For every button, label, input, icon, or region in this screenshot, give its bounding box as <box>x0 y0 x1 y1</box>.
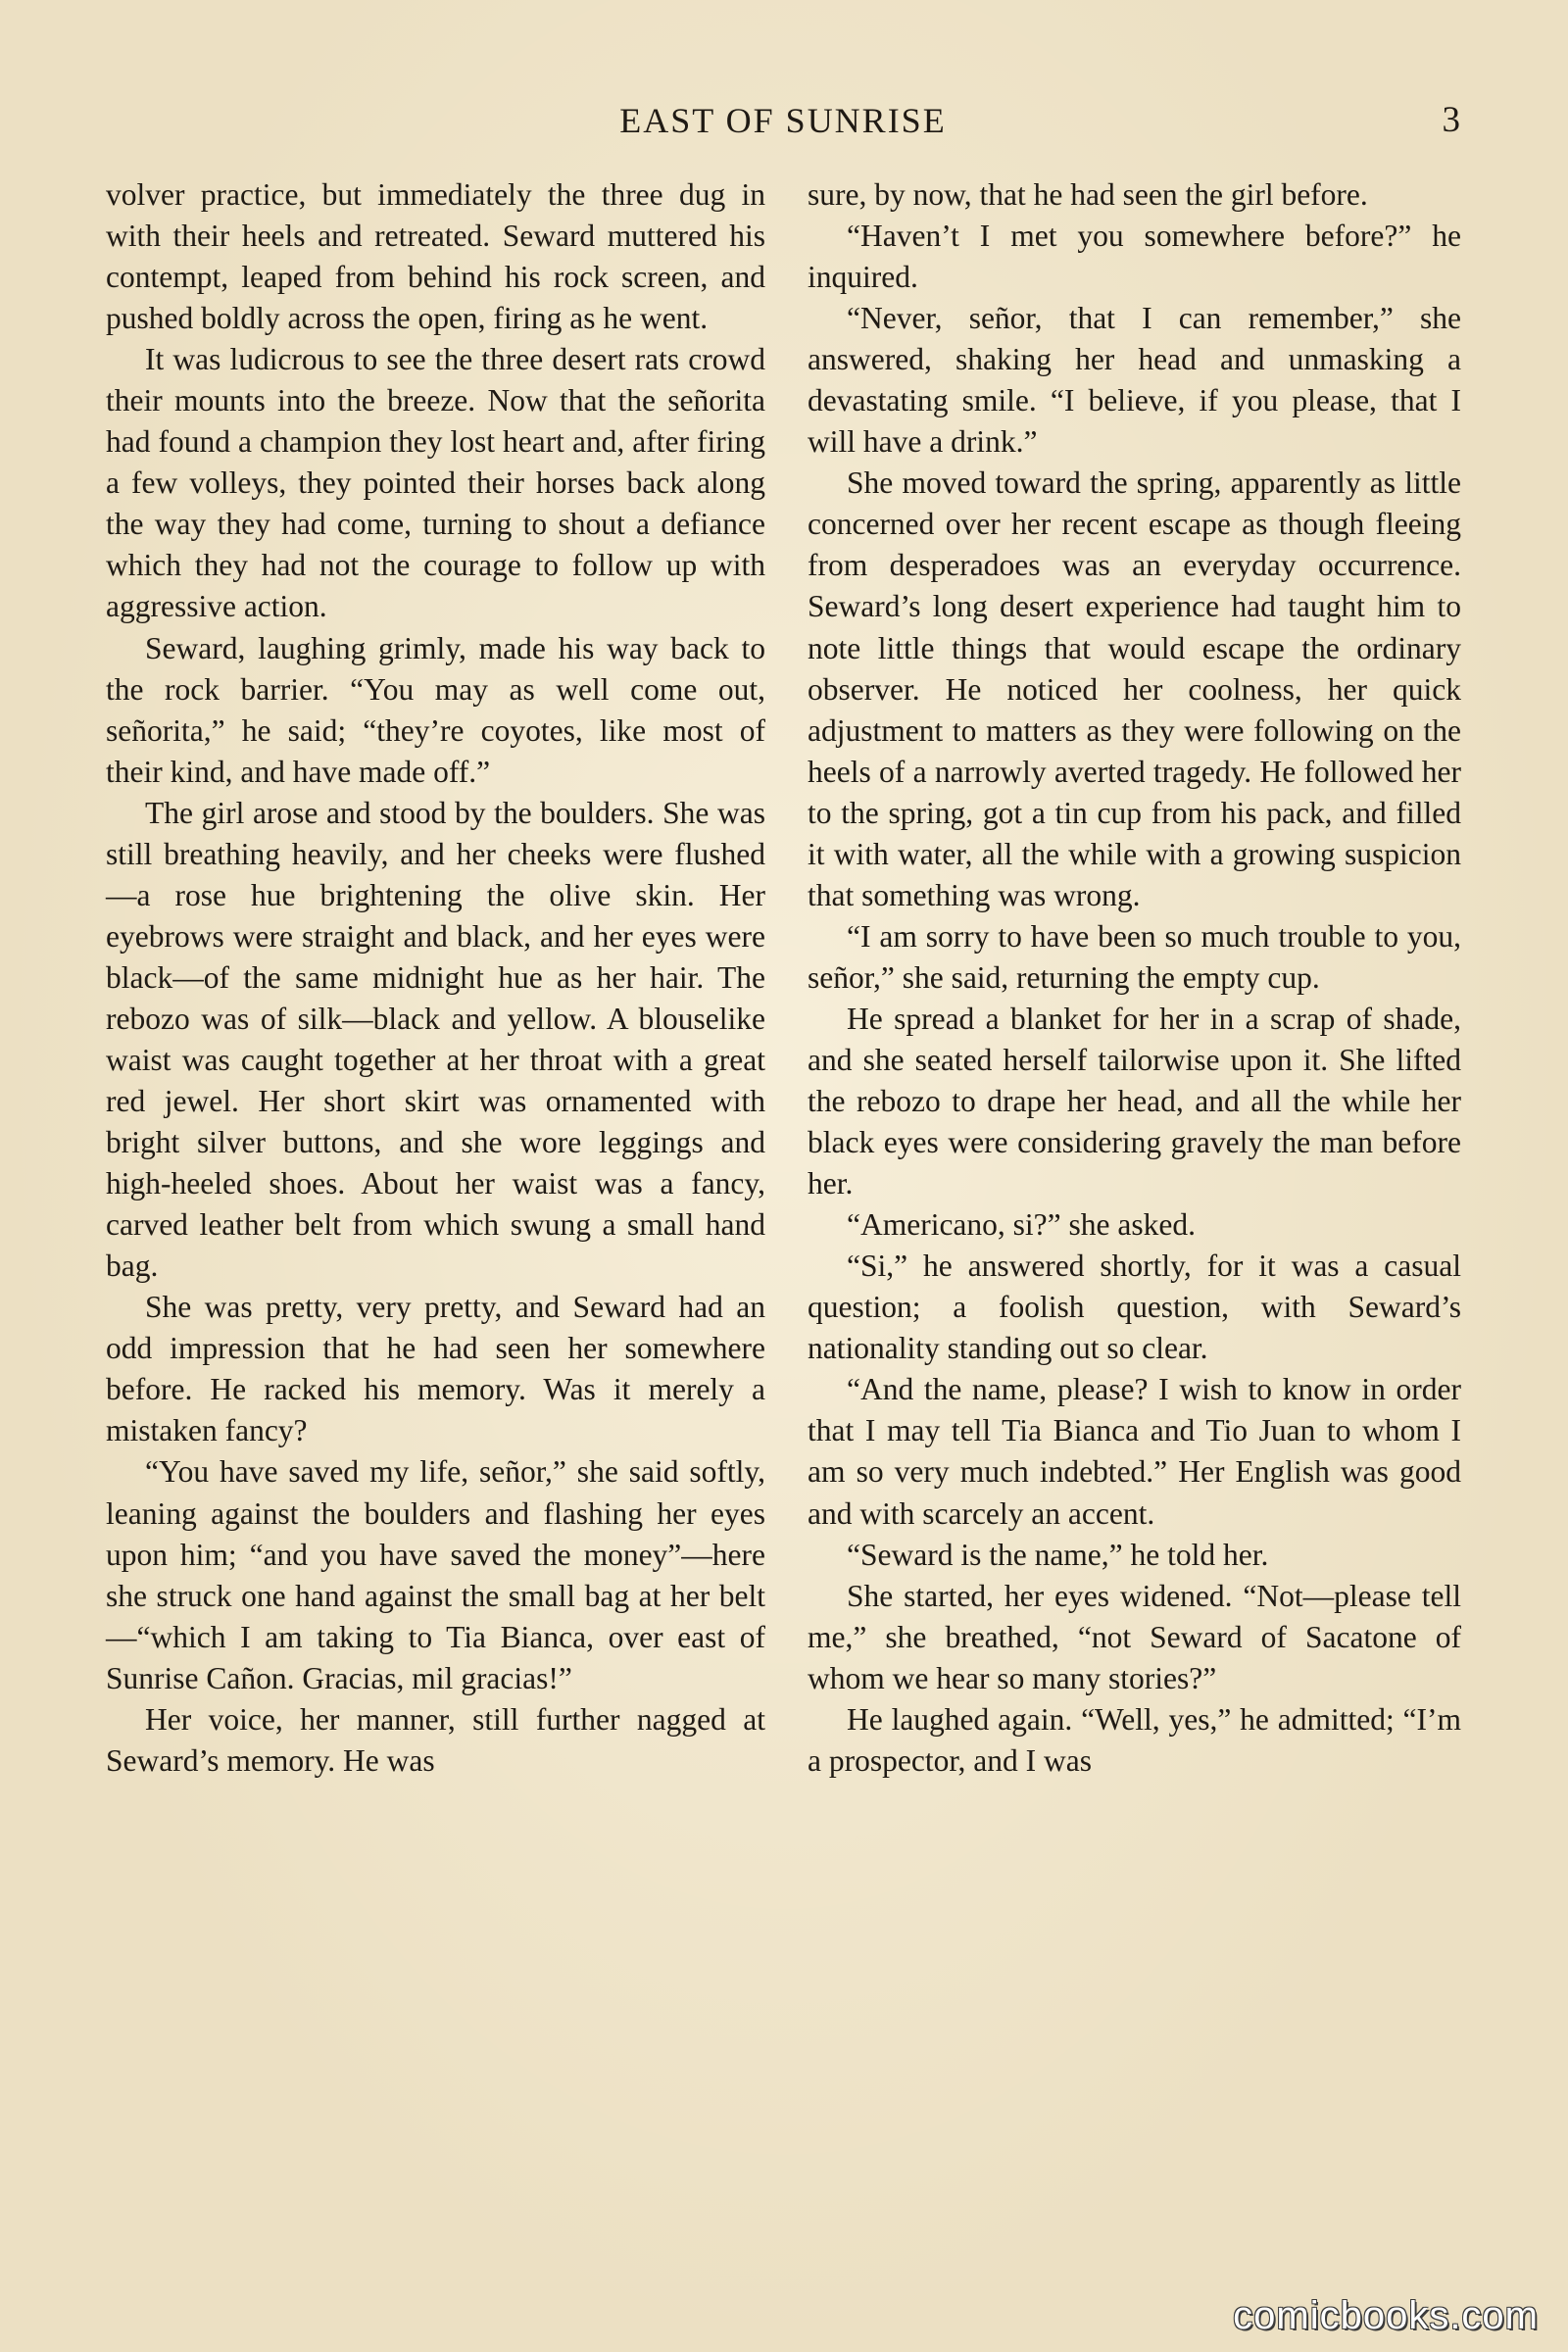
page-number: 3 <box>1442 100 1460 140</box>
paragraph: Seward, laughing grimly, made his way back to the rock barrier. “You may as well come out, señorita,” he said; “they’re coyotes, like most of their kind, and have made off.” <box>106 630 765 789</box>
right-text-column <box>808 174 1461 1782</box>
paragraph: She moved toward the spring, apparently as little concerned over her recent escape as though fleeing from desperadoes was an everyday occurrence. Seward’s long desert experience had taught him to note little things that would escape the ordinary observer. He noticed her coolness, her quick adjustment to matters as they were following on the heels of a narrowly averted tragedy. He followed her to the spring, got a tin cup from his pack, and filled it with water, all the while with a growing suspicion that something was wrong. <box>808 466 1461 912</box>
paragraph: The girl arose and stood by the boulders. She was still breathing heavily, and her cheeks were flushed—a rose hue brightening the olive skin. Her eyebrows were straight and black, and her eyes were black—of the same midnight hue as her hair. The rebozo was of silk—black and yellow. A blouselike waist was caught together at her throat with a great red jewel. Her short skirt was ornamented with bright silver buttons, and she wore leggings and high-heeled shoes. About her waist was a fancy, carved leather belt from which swung a small hand bag. <box>106 795 765 1284</box>
paragraph: “Never, señor, that I can remember,” she answered, shaking her head and unmasking a devastating smile. “I believe, if you please, that I will have a drink.” <box>808 301 1461 460</box>
paragraph: “Haven’t I met you somewhere before?” he inquired. <box>808 219 1461 295</box>
paragraph: “I am sorry to have been so much trouble to you, señor,” she said, returning the empty cup. <box>808 918 1461 995</box>
running-title: EAST OF SUNRISE <box>619 101 947 140</box>
paragraph: volver practice, but immediately the three dug in with their heels and retreated. Seward muttered his contempt, leaped from behind his rock screen, and pushed boldly across the open, firing as he went. <box>106 177 765 336</box>
paragraph: It was ludicrous to see the three desert rats crowd their mounts into the breeze. Now that the señorita had found a champion they lost heart and, after firing a few volleys, they pointed their horses back along the way they had come, turning to shout a defiance which they had not the courage to follow up with aggressive action. <box>106 342 765 624</box>
paragraph: sure, by now, that he had seen the girl before. <box>808 177 1368 212</box>
paragraph: “And the name, please? I wish to know in order that I may tell Tia Bianca and Tio Juan to whom I am so very much indebted.” Her English was good and with scarcely an accent. <box>808 1372 1461 1531</box>
running-header <box>106 96 1460 145</box>
paragraph: Her voice, her manner, still further nagged at Seward’s memory. He was <box>106 1701 765 1778</box>
paragraph: “You have saved my life, señor,” she said softly, leaning against the boulders and flashing her eyes upon him; “and you have saved the money”—here she struck one hand against the small bag at her belt—“which I am taking to Tia Bianca, over east of Sunrise Cañon. Gracias, mil gracias!” <box>106 1454 765 1695</box>
paragraph: “Seward is the name,” he told her. <box>847 1537 1269 1572</box>
left-text-column <box>106 174 765 1782</box>
paragraph: She started, her eyes widened. “Not—please tell me,” she breathed, “not Seward of Sacatone of whom we hear so many stories?” <box>808 1578 1461 1695</box>
paragraph: He spread a blanket for her in a scrap of shade, and she seated herself tailorwise upon it. She lifted the rebozo to drape her head, and all the while her black eyes were considering gravely the man before her. <box>808 1001 1461 1201</box>
paragraph: “Si,” he answered shortly, for it was a casual question; a foolish question, with Seward’s nationality standing out so clear. <box>808 1249 1461 1366</box>
paragraph: She was pretty, very pretty, and Seward had an odd impression that he had seen her somewhere before. He racked his memory. Was it merely a mistaken fancy? <box>106 1290 765 1448</box>
paragraph: “Americano, si?” she asked. <box>847 1207 1196 1243</box>
watermark: comicbooks.com <box>1233 2294 1539 2337</box>
paragraph: He laughed again. “Well, yes,” he admitted; “I’m a prospector, and I was <box>808 1701 1461 1778</box>
